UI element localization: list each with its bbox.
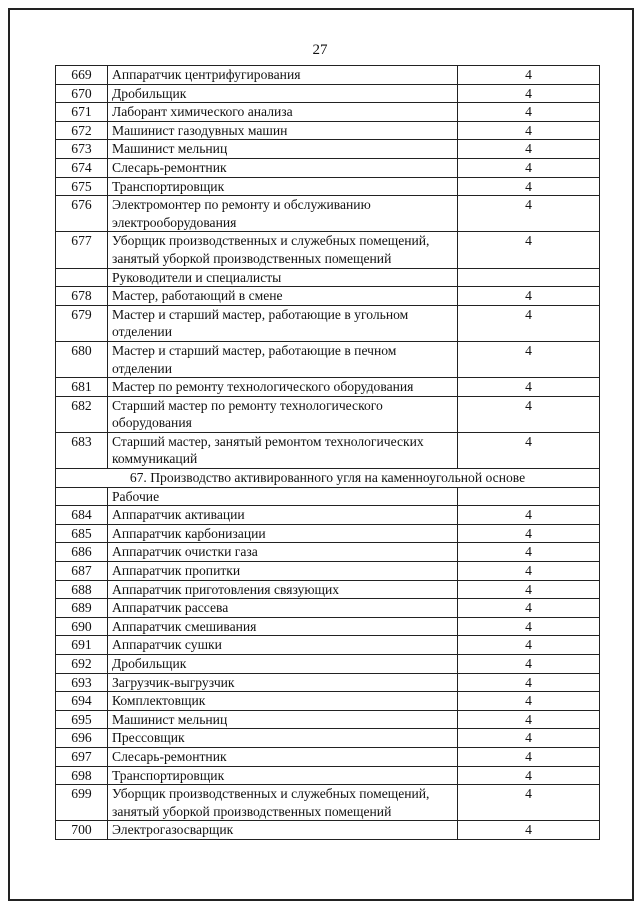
- table-row: [56, 158, 600, 177]
- row-number: 678: [56, 287, 108, 306]
- table-row: [56, 378, 600, 397]
- row-number: 685: [56, 524, 108, 543]
- row-value: 4: [458, 636, 600, 655]
- row-number: 689: [56, 599, 108, 618]
- row-value: 4: [458, 84, 600, 103]
- occupation-name: Мастер по ремонту технологического оборудования: [108, 378, 458, 397]
- row-value: 4: [458, 785, 600, 821]
- occupation-name: Машинист мельниц: [108, 140, 458, 159]
- occupation-name: Старший мастер по ремонту технологического оборудования: [108, 396, 458, 432]
- row-number: [56, 487, 108, 506]
- occupation-name: Старший мастер, занятый ремонтом технологических коммуникаций: [108, 432, 458, 468]
- occupation-name: Аппаратчик приготовления связующих: [108, 580, 458, 599]
- row-value: 4: [458, 599, 600, 618]
- row-number: 672: [56, 121, 108, 140]
- row-number: 674: [56, 158, 108, 177]
- table-body: [56, 66, 600, 840]
- row-number: [56, 268, 108, 287]
- row-number: 690: [56, 617, 108, 636]
- table-row: [56, 140, 600, 159]
- row-value: 4: [458, 287, 600, 306]
- group-heading: Руководители и специалисты: [108, 268, 458, 287]
- row-value: [458, 268, 600, 287]
- row-number: 680: [56, 341, 108, 377]
- row-value: 4: [458, 543, 600, 562]
- occupation-name: Загрузчик-выгрузчик: [108, 673, 458, 692]
- occupation-name: Дробильщик: [108, 84, 458, 103]
- row-number: 687: [56, 562, 108, 581]
- row-number: 677: [56, 232, 108, 268]
- row-value: [458, 487, 600, 506]
- table-row: [56, 177, 600, 196]
- table-row: [56, 84, 600, 103]
- table-row: [56, 821, 600, 840]
- table-row: [56, 599, 600, 618]
- row-number: 673: [56, 140, 108, 159]
- occupation-name: Транспортировщик: [108, 177, 458, 196]
- row-value: 4: [458, 673, 600, 692]
- row-number: 682: [56, 396, 108, 432]
- row-value: 4: [458, 196, 600, 232]
- row-number: 681: [56, 378, 108, 397]
- row-value: 4: [458, 121, 600, 140]
- row-value: 4: [458, 506, 600, 525]
- row-number: 693: [56, 673, 108, 692]
- table-row: [56, 396, 600, 432]
- row-value: 4: [458, 396, 600, 432]
- row-value: 4: [458, 140, 600, 159]
- occupation-name: Машинист мельниц: [108, 710, 458, 729]
- row-value: 4: [458, 729, 600, 748]
- row-value: 4: [458, 341, 600, 377]
- row-number: 679: [56, 305, 108, 341]
- table-row: [56, 673, 600, 692]
- row-number: 692: [56, 655, 108, 674]
- occupation-name: Электрогазосварщик: [108, 821, 458, 840]
- group-heading-row: [56, 487, 600, 506]
- row-number: 688: [56, 580, 108, 599]
- occupation-name: Комплектовщик: [108, 692, 458, 711]
- row-value: 4: [458, 562, 600, 581]
- row-value: 4: [458, 821, 600, 840]
- group-heading: Рабочие: [108, 487, 458, 506]
- table-row: [56, 287, 600, 306]
- table-row: [56, 121, 600, 140]
- row-number: 698: [56, 766, 108, 785]
- occupation-name: Машинист газодувных машин: [108, 121, 458, 140]
- occupation-name: Аппаратчик рассева: [108, 599, 458, 618]
- table-row: [56, 692, 600, 711]
- row-value: 4: [458, 305, 600, 341]
- section-heading-row: [56, 469, 600, 488]
- row-value: 4: [458, 692, 600, 711]
- row-number: 691: [56, 636, 108, 655]
- table-row: [56, 636, 600, 655]
- table-row: [56, 543, 600, 562]
- row-number: 700: [56, 821, 108, 840]
- row-value: 4: [458, 103, 600, 122]
- page-number: 27: [312, 42, 328, 58]
- table-row: [56, 66, 600, 85]
- row-number: 670: [56, 84, 108, 103]
- table-row: [56, 196, 600, 232]
- occupation-name: Аппаратчик активации: [108, 506, 458, 525]
- table-row: [56, 524, 600, 543]
- occupation-name: Транспортировщик: [108, 766, 458, 785]
- row-value: 4: [458, 232, 600, 268]
- row-value: 4: [458, 158, 600, 177]
- occupation-name: Электромонтер по ремонту и обслуживанию электрооборудования: [108, 196, 458, 232]
- occupation-name: Слесарь-ремонтник: [108, 747, 458, 766]
- row-number: 695: [56, 710, 108, 729]
- row-value: 4: [458, 432, 600, 468]
- table-row: [56, 432, 600, 468]
- row-value: 4: [458, 378, 600, 397]
- occupation-name: Аппаратчик сушки: [108, 636, 458, 655]
- row-number: 699: [56, 785, 108, 821]
- occupation-name: Аппаратчик пропитки: [108, 562, 458, 581]
- occupation-name: Мастер, работающий в смене: [108, 287, 458, 306]
- row-value: 4: [458, 766, 600, 785]
- row-number: 696: [56, 729, 108, 748]
- occupation-name: Аппаратчик очистки газа: [108, 543, 458, 562]
- occupation-name: Аппаратчик смешивания: [108, 617, 458, 636]
- table-row: [56, 785, 600, 821]
- row-number: 669: [56, 66, 108, 85]
- row-number: 683: [56, 432, 108, 468]
- table-row: [56, 305, 600, 341]
- row-value: 4: [458, 177, 600, 196]
- row-value: 4: [458, 655, 600, 674]
- occupation-name: Уборщик производственных и служебных помещений, занятый уборкой производственных помещений: [108, 232, 458, 268]
- table-row: [56, 729, 600, 748]
- row-value: 4: [458, 710, 600, 729]
- table-row: [56, 562, 600, 581]
- occupation-name: Дробильщик: [108, 655, 458, 674]
- occupation-name: Слесарь-ремонтник: [108, 158, 458, 177]
- occupations-table: [55, 65, 600, 840]
- table-row: [56, 232, 600, 268]
- table-row: [56, 341, 600, 377]
- table-row: [56, 747, 600, 766]
- row-value: 4: [458, 524, 600, 543]
- table-row: [56, 655, 600, 674]
- occupation-name: Аппаратчик карбонизации: [108, 524, 458, 543]
- row-number: 694: [56, 692, 108, 711]
- occupation-name: Лаборант химического анализа: [108, 103, 458, 122]
- table-row: [56, 710, 600, 729]
- table-row: [56, 103, 600, 122]
- occupation-name: Прессовщик: [108, 729, 458, 748]
- row-number: 675: [56, 177, 108, 196]
- occupation-name: Мастер и старший мастер, работающие в печном отделении: [108, 341, 458, 377]
- occupation-name: Аппаратчик центрифугирования: [108, 66, 458, 85]
- row-number: 697: [56, 747, 108, 766]
- occupation-name: Уборщик производственных и служебных помещений, занятый уборкой производственных помещений: [108, 785, 458, 821]
- table-row: [56, 766, 600, 785]
- row-number: 686: [56, 543, 108, 562]
- section-heading: 67. Производство активированного угля на каменноугольной основе: [56, 469, 600, 488]
- table-row: [56, 580, 600, 599]
- row-value: 4: [458, 66, 600, 85]
- row-value: 4: [458, 617, 600, 636]
- row-value: 4: [458, 580, 600, 599]
- row-number: 676: [56, 196, 108, 232]
- row-number: 684: [56, 506, 108, 525]
- occupation-name: Мастер и старший мастер, работающие в угольном отделении: [108, 305, 458, 341]
- group-heading-row: [56, 268, 600, 287]
- table-row: [56, 617, 600, 636]
- table-row: [56, 506, 600, 525]
- row-value: 4: [458, 747, 600, 766]
- row-number: 671: [56, 103, 108, 122]
